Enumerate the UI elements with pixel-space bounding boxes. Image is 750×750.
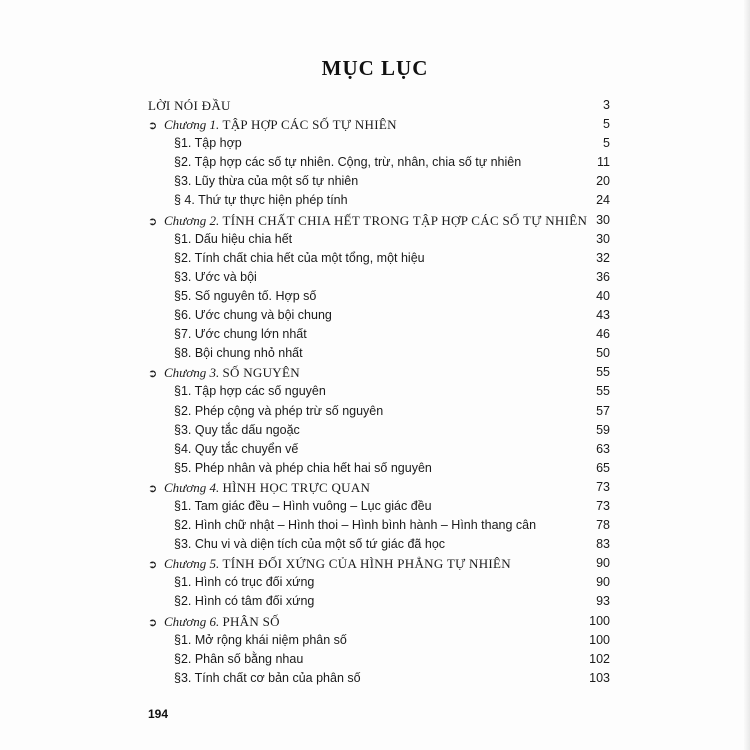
toc-entry-text: §1. Dấu hiệu chia hết xyxy=(174,231,293,246)
toc-section-row xyxy=(148,307,614,326)
toc-chapter-row xyxy=(148,116,614,135)
toc-entry-text: §1. Hình có trục đối xứng xyxy=(174,575,315,590)
toc-section-row xyxy=(148,517,614,536)
toc-entry-text: §5. Phép nhân và phép chia hết hai số nguyên xyxy=(174,460,432,475)
toc-section-row xyxy=(148,345,614,364)
toc-entry-text: §2. Tính chất chia hết của một tổng, một hiệu xyxy=(174,250,425,265)
toc-page-number: 100 xyxy=(589,632,610,647)
chapter-title: PHÂN SỐ xyxy=(222,613,280,629)
toc-section-row xyxy=(148,670,614,689)
toc-entry-text xyxy=(148,213,587,229)
toc-page-number: 20 xyxy=(596,174,610,189)
toc-page-number: 5 xyxy=(603,136,610,151)
toc-page-number: 57 xyxy=(596,403,610,418)
toc-entry-text: §6. Ước chung và bội chung xyxy=(174,308,332,323)
toc-section-row xyxy=(148,383,614,402)
toc-page-number: 59 xyxy=(596,422,610,437)
toc-entry-text xyxy=(148,480,370,496)
toc-page-number: 78 xyxy=(596,518,610,533)
toc-section-row xyxy=(148,498,614,517)
toc-entry-text: §7. Ước chung lớn nhất xyxy=(174,327,307,342)
toc-entry-text: §1. Tam giác đều – Hình vuông – Lục giác đều xyxy=(174,498,432,513)
chapter-title: TÍNH CHẤT CHIA HẾT TRONG TẬP HỢP CÁC SỐ TỰ NHIÊN xyxy=(222,212,588,228)
chapter-label: Chương 4. xyxy=(164,479,220,495)
toc-page-number: 90 xyxy=(596,575,610,590)
toc-page-number: 90 xyxy=(596,556,610,571)
toc-section-row xyxy=(148,460,614,479)
table-of-contents xyxy=(148,97,614,689)
toc-entry-text: §1. Tập hợp các số nguyên xyxy=(174,384,326,399)
toc-entry-text xyxy=(148,365,300,381)
toc-entry-text: § 4. Thứ tự thực hiện phép tính xyxy=(174,193,348,208)
chapter-label: Chương 5. xyxy=(164,556,220,572)
toc-entry-text: LỜI NÓI ĐẦU xyxy=(148,98,231,113)
chapter-title: SỐ NGUYÊN xyxy=(222,365,300,381)
chapter-label: Chương 6. xyxy=(164,613,220,629)
toc-entry-text: §3. Tính chất cơ bản của phân số xyxy=(174,670,361,685)
toc-page-number: 55 xyxy=(596,384,610,399)
page-number: 194 xyxy=(148,707,169,721)
chapter-title: HÌNH HỌC TRỰC QUAN xyxy=(222,479,371,495)
toc-section-row xyxy=(148,441,614,460)
toc-entry-text: §2. Hình có tâm đối xứng xyxy=(174,594,315,609)
toc-chapter-row xyxy=(148,212,614,231)
toc-entry-text: §2. Tập hợp các số tự nhiên. Cộng, trừ, nhân, chia số tự nhiên xyxy=(174,155,522,170)
toc-page-number: 43 xyxy=(596,308,610,323)
toc-page-number: 55 xyxy=(596,365,610,380)
toc-entry-text: §1. Mở rộng khái niệm phân số xyxy=(174,632,347,647)
toc-page-number: 3 xyxy=(603,98,610,112)
toc-section-row xyxy=(148,192,614,211)
page-title: MỤC LỤC xyxy=(321,56,429,80)
toc-section-row xyxy=(148,173,614,192)
toc-page-number: 102 xyxy=(589,651,610,666)
toc-page-number: 65 xyxy=(596,460,610,475)
chapter-label: Chương 2. xyxy=(164,212,220,228)
toc-section-row xyxy=(148,651,614,670)
toc-entry-text: §2. Phân số bằng nhau xyxy=(174,651,304,666)
chapter-title: TÍNH ĐỐI XỨNG CỦA HÌNH PHẲNG TỰ NHIÊN xyxy=(222,556,511,572)
toc-page-number: 100 xyxy=(589,613,610,628)
toc-page-number: 63 xyxy=(596,441,610,456)
toc-page-number: 103 xyxy=(589,670,610,685)
toc-section-row xyxy=(148,536,614,555)
toc-entry-text xyxy=(148,117,397,133)
toc-chapter-row xyxy=(148,479,614,498)
toc-entry-text: §3. Lũy thừa của một số tự nhiên xyxy=(174,174,359,189)
toc-entry-text: §1. Tập hợp xyxy=(174,136,242,151)
toc-section-row xyxy=(148,422,614,441)
chapter-title: TẬP HỢP CÁC SỐ TỰ NHIÊN xyxy=(222,117,397,133)
toc-page-number: 24 xyxy=(596,193,610,208)
chapter-label: Chương 3. xyxy=(164,365,220,381)
arrow-bullet-icon: ➲ xyxy=(148,615,158,629)
toc-section-row xyxy=(148,154,614,173)
arrow-bullet-icon: ➲ xyxy=(148,367,158,381)
toc-entry-text: §3. Ước và bội xyxy=(174,269,257,284)
toc-entry-text: §3. Chu vi và diện tích của một số tứ giác đã học xyxy=(174,537,446,552)
toc-page-number: 93 xyxy=(596,594,610,609)
page-edge-shadow xyxy=(744,0,750,750)
toc-entry-text xyxy=(148,556,511,572)
toc-section-row xyxy=(148,403,614,422)
toc-page-number: 83 xyxy=(596,537,610,552)
toc-section-row xyxy=(148,574,614,593)
arrow-bullet-icon: ➲ xyxy=(148,558,158,572)
toc-chapter-row xyxy=(148,613,614,632)
toc-section-row xyxy=(148,288,614,307)
toc-page-number: 40 xyxy=(596,288,610,303)
toc-entry-text: §3. Quy tắc dấu ngoặc xyxy=(174,422,300,437)
toc-page-number: 5 xyxy=(603,117,610,132)
toc-section-row xyxy=(148,250,614,269)
toc-chapter-row xyxy=(148,555,614,574)
toc-page-number: 73 xyxy=(596,479,610,494)
toc-preface-row xyxy=(148,97,614,116)
toc-entry-text: §2. Hình chữ nhật – Hình thoi – Hình bình hành – Hình thang cân xyxy=(174,518,537,533)
toc-entry-text: §8. Bội chung nhỏ nhất xyxy=(174,346,303,361)
toc-page-number: 30 xyxy=(596,231,610,246)
toc-section-row xyxy=(148,231,614,250)
toc-entry-text: §2. Phép cộng và phép trừ số nguyên xyxy=(174,403,384,418)
toc-page-number: 73 xyxy=(596,498,610,513)
toc-section-row xyxy=(148,269,614,288)
toc-page-number: 11 xyxy=(597,155,610,170)
chapter-label: Chương 1. xyxy=(164,117,220,133)
arrow-bullet-icon: ➲ xyxy=(148,119,158,133)
arrow-bullet-icon: ➲ xyxy=(148,481,158,495)
toc-entry-text xyxy=(148,614,280,630)
toc-section-row xyxy=(148,632,614,651)
toc-section-row xyxy=(148,135,614,154)
toc-page-number: 32 xyxy=(596,250,610,265)
toc-entry-text: §4. Quy tắc chuyển vế xyxy=(174,441,299,456)
toc-section-row xyxy=(148,593,614,612)
toc-page-number: 36 xyxy=(596,269,610,284)
toc-section-row xyxy=(148,326,614,345)
toc-entry-text: §5. Số nguyên tố. Hợp số xyxy=(174,288,317,303)
toc-chapter-row xyxy=(148,364,614,383)
arrow-bullet-icon: ➲ xyxy=(148,214,158,228)
toc-page-number: 30 xyxy=(596,212,610,227)
toc-page-number: 50 xyxy=(596,346,610,361)
toc-page-number: 46 xyxy=(596,327,610,342)
